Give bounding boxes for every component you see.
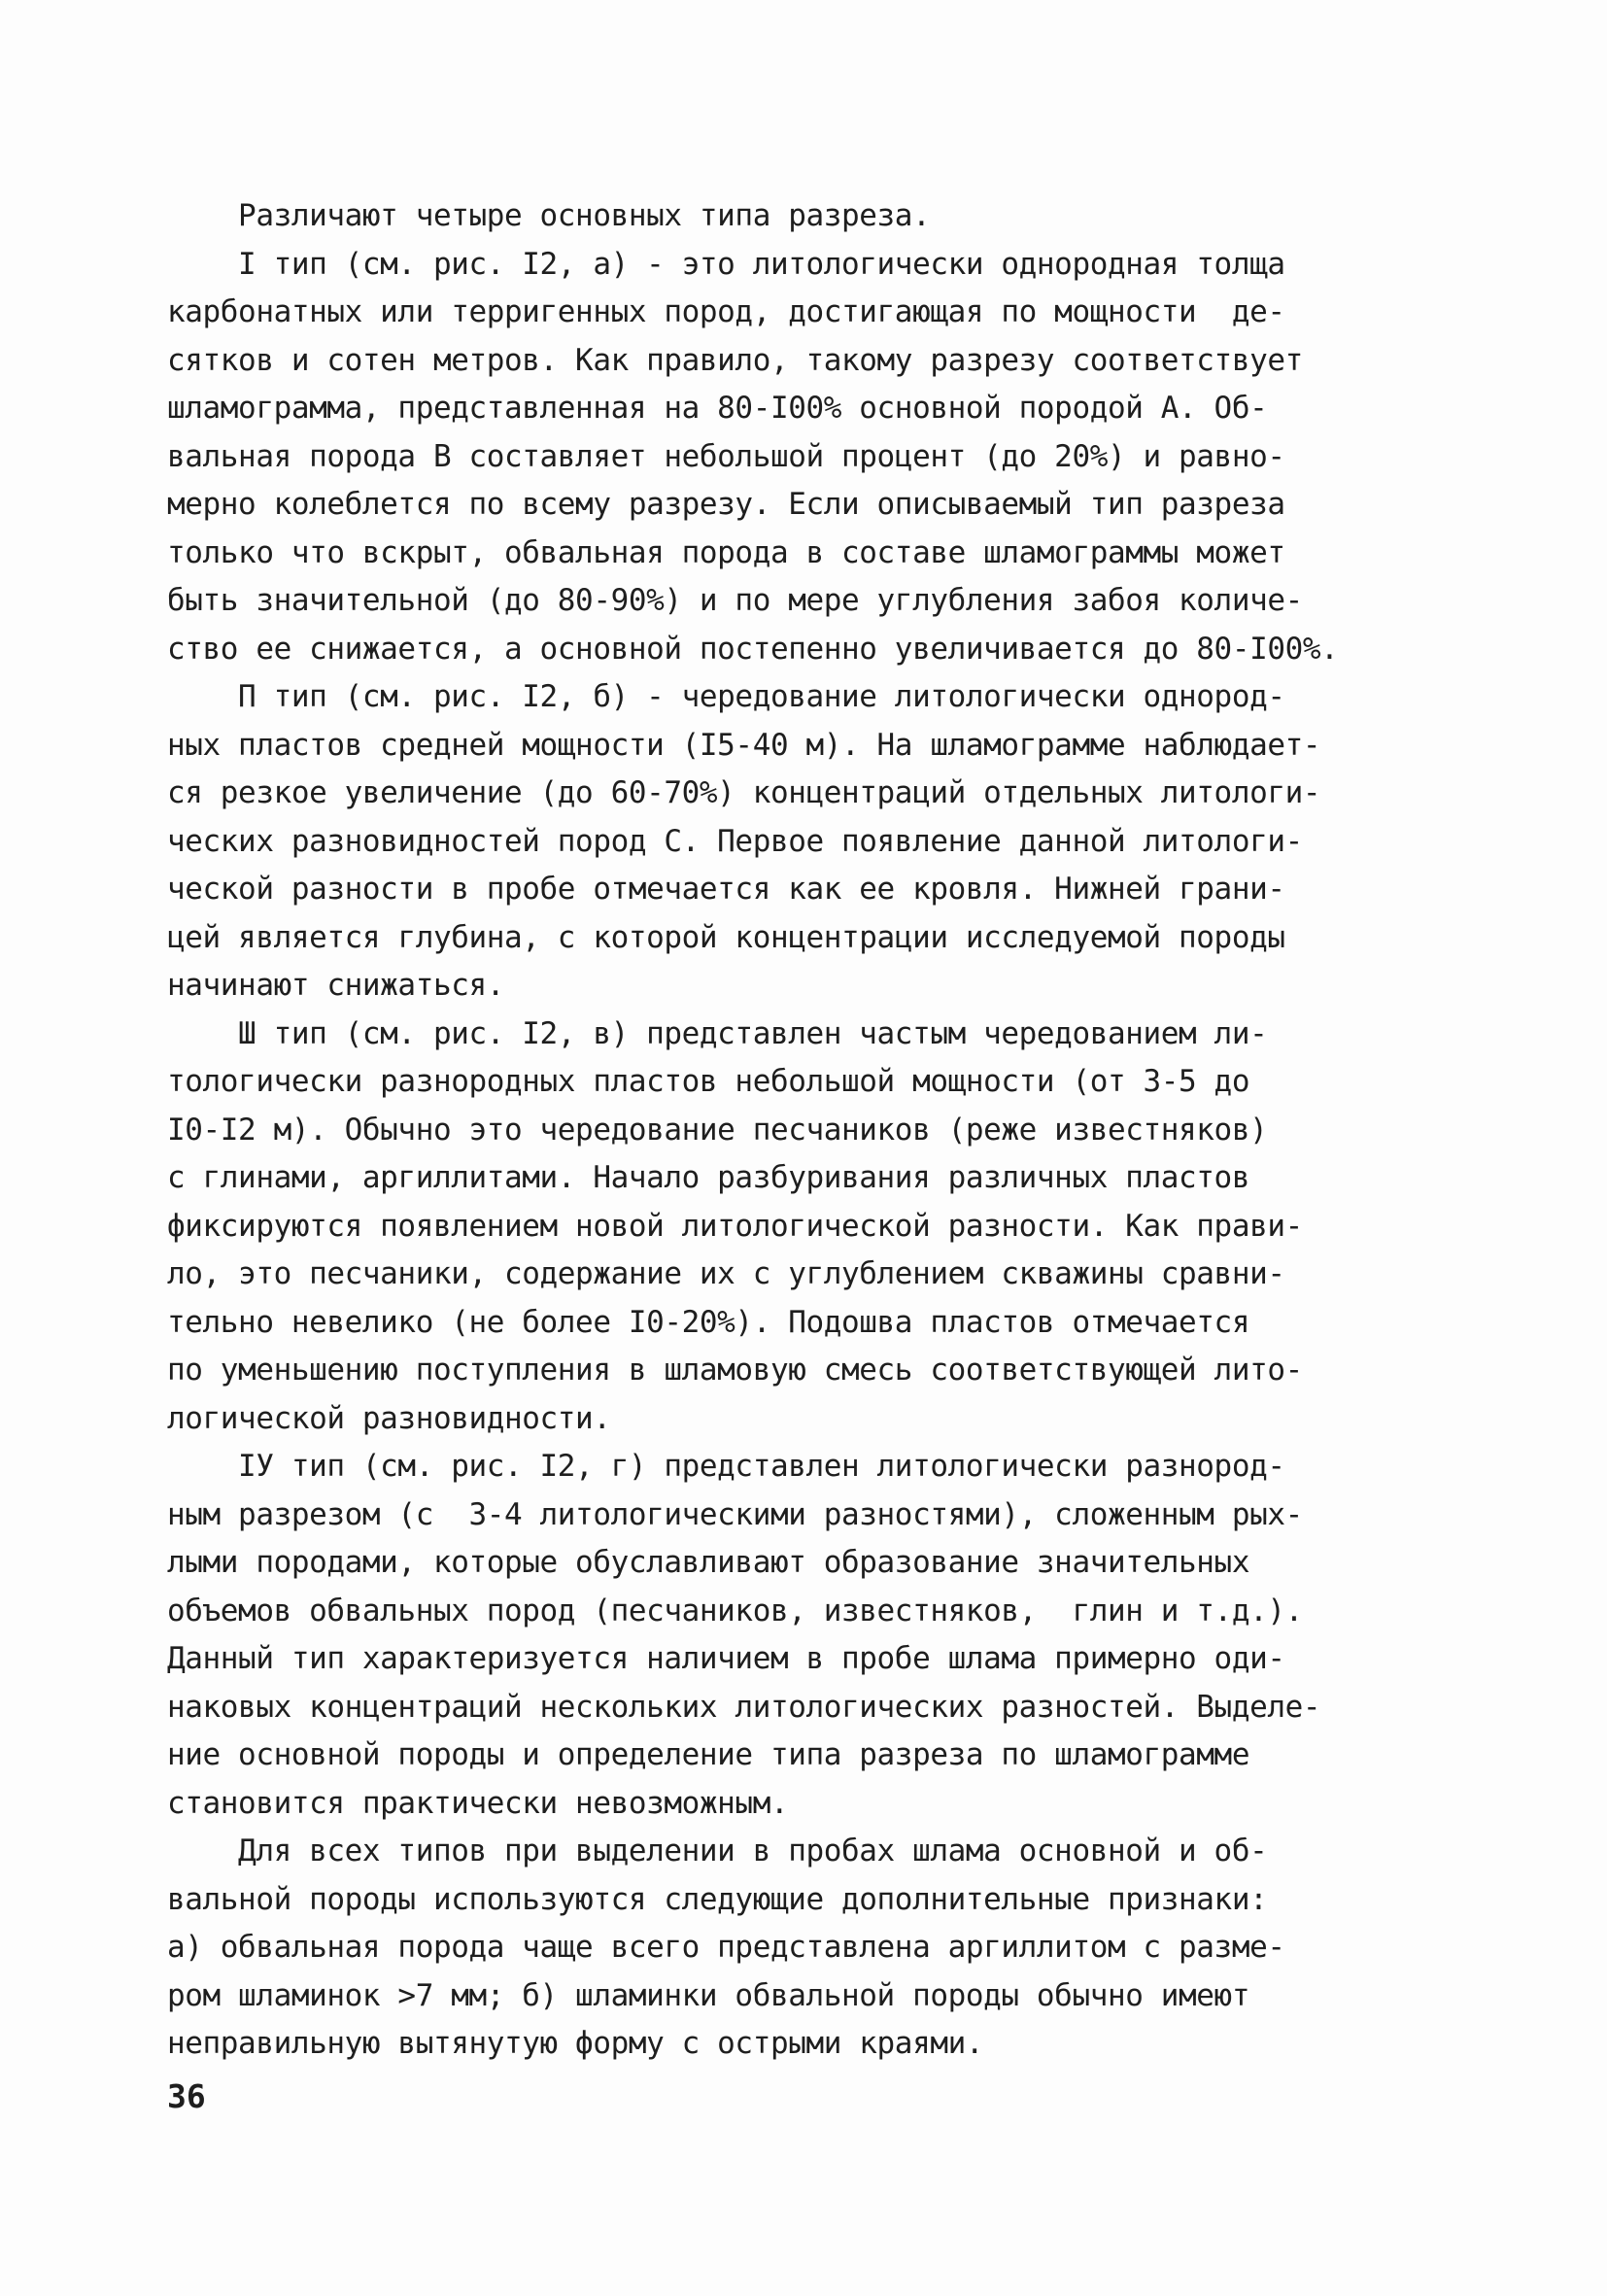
text-line: а) обвальная порода чаще всего представлена аргиллитом с разме-: [167, 1930, 1285, 1965]
text-line: ческих разновидностей пород С. Первое появление данной литологи-: [167, 823, 1303, 859]
text-line: Различают четыре основных типа разреза.: [167, 198, 931, 233]
text-line: I0-I2 м). Обычно это чередование песчаников (реже известняков): [167, 1112, 1268, 1148]
text-line: сятков и сотен метров. Как правило, такому разрезу соответствует: [167, 342, 1303, 378]
text-line: ческой разности в пробе отмечается как ее кровля. Нижней грани-: [167, 872, 1285, 907]
text-line: фиксируются появлением новой литологической разности. Как прави-: [167, 1208, 1303, 1244]
text-line: карбонатных или терригенных пород, достигающая по мощности де-: [167, 294, 1285, 329]
body-text: [167, 192, 1469, 2069]
text-line: тельно невелико (не более I0-20%). Подошва пластов отмечается: [167, 1304, 1250, 1340]
text-line: становится практически невозможным.: [167, 1785, 789, 1821]
text-line: Для всех типов при выделении в пробах шлама основной и об-: [167, 1833, 1268, 1868]
text-line: быть значительной (до 80-90%) и по мере углубления забоя количе-: [167, 583, 1303, 618]
text-line: цей является глубина, с которой концентрации исследуемой породы: [167, 919, 1285, 955]
text-line: вальной породы используются следующие дополнительные признаки:: [167, 1881, 1268, 1917]
text-line: объемов обвальных пород (песчаников, известняков, глин и т.д.).: [167, 1593, 1303, 1628]
text-line: Ш тип (см. рис. I2, в) представлен частым чередованием ли-: [167, 1015, 1268, 1051]
text-line: по уменьшению поступления в шламовую смесь соответствующей лито-: [167, 1353, 1303, 1388]
text-line: IУ тип (см. рис. I2, г) представлен литологически разнород-: [167, 1449, 1285, 1484]
text-line: только что вскрыт, обвальная порода в составе шламограммы может: [167, 534, 1285, 570]
text-line: мерно колеблется по всему разрезу. Если описываемый тип разреза: [167, 487, 1285, 522]
text-line: логической разновидности.: [167, 1400, 611, 1436]
text-line: вальная порода В составляет небольшой процент (до 20%) и равно-: [167, 438, 1285, 474]
text-line: Данный тип характеризуется наличием в пробе шлама примерно оди-: [167, 1641, 1285, 1676]
page-number: 36: [167, 2077, 206, 2115]
text-line: с глинами, аргиллитами. Начало разбуривания различных пластов: [167, 1160, 1250, 1195]
text-line: ным разрезом (с 3-4 литологическими разностями), сложенным рых-: [167, 1496, 1303, 1532]
text-line: I тип (см. рис. I2, а) - это литологически однородная толща: [167, 246, 1285, 282]
text-line: шламограмма, представленная на 80-I00% основной породой А. Об-: [167, 391, 1268, 426]
text-line: тологически разнородных пластов небольшой мощности (от 3-5 до: [167, 1064, 1250, 1099]
text-line: ло, это песчаники, содержание их с углублением скважины сравни-: [167, 1256, 1285, 1291]
text-line: ние основной породы и определение типа разреза по шламограмме: [167, 1737, 1250, 1772]
text-line: ром шламинок >7 мм; б) шламинки обвальной породы обычно имеют: [167, 1977, 1250, 2013]
text-line: ных пластов средней мощности (I5-40 м). На шламограмме наблюдает-: [167, 727, 1321, 763]
text-line: наковых концентраций нескольких литологических разностей. Выделе-: [167, 1689, 1321, 1725]
text-line: ство ее снижается, а основной постепенно увеличивается до 80-I00%.: [167, 631, 1339, 667]
text-line: начинают снижаться.: [167, 968, 505, 1003]
text-line: П тип (см. рис. I2, б) - чередование литологически однород-: [167, 679, 1285, 714]
text-line: ся резкое увеличение (до 60-70%) концентраций отдельных литологи-: [167, 775, 1321, 810]
text-line: лыми породами, которые обуславливают образование значительных: [167, 1545, 1250, 1580]
text-line: неправильную вытянутую форму с острыми краями.: [167, 2026, 984, 2061]
